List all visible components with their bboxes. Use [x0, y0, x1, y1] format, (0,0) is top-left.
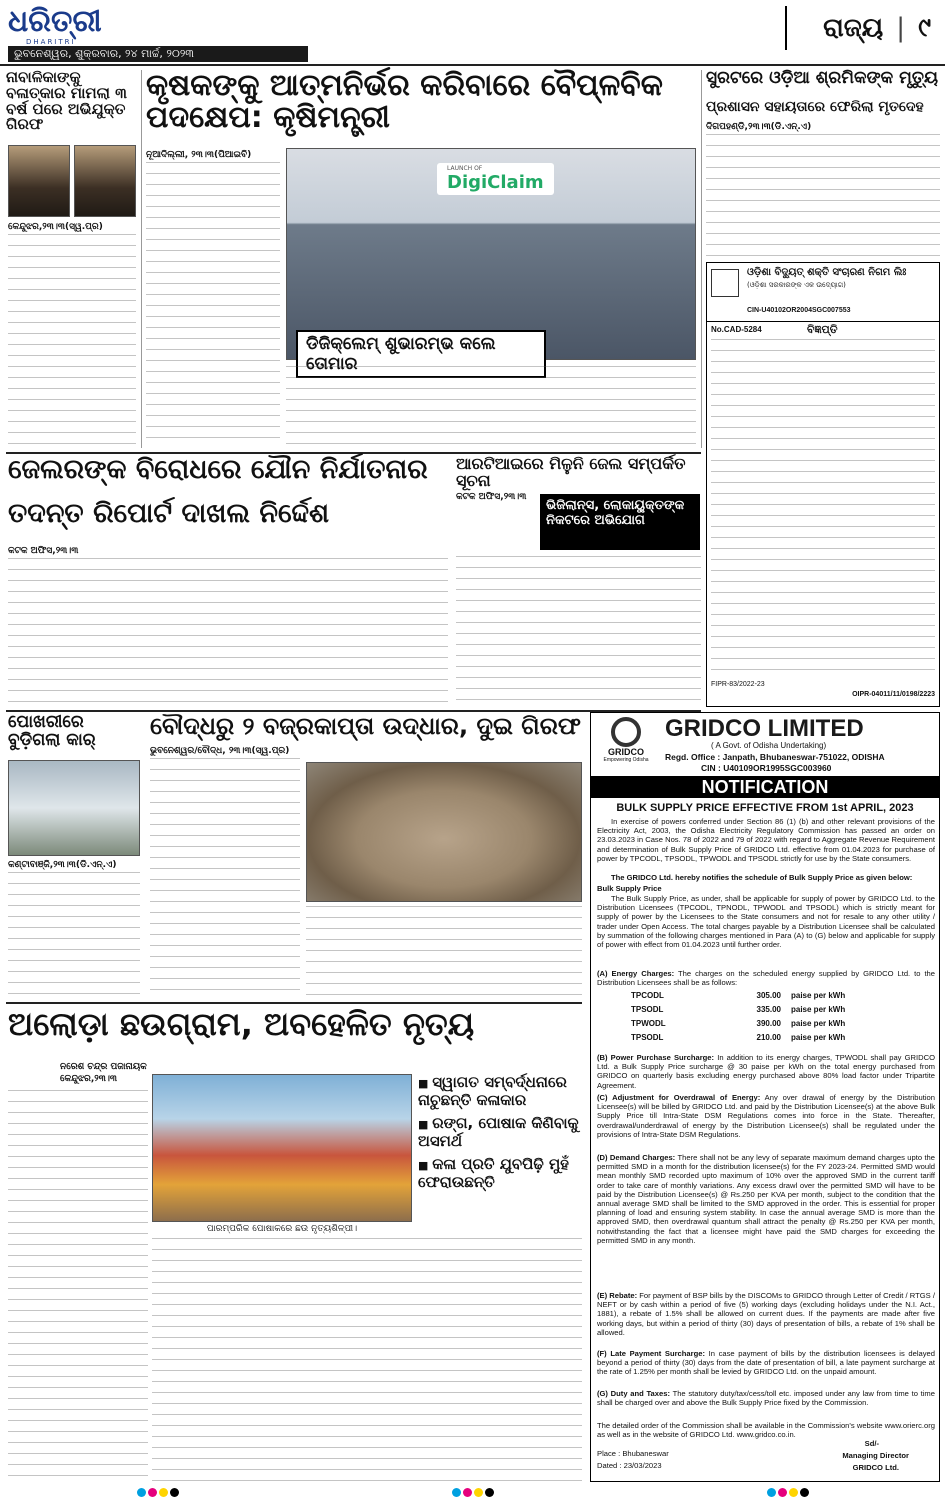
newspaper-logo [8, 4, 148, 44]
gridco-clause-d: (D) Demand Charges: There shall not be any levy of separate maximum demand charges upto the permitted SMD in a month for the distribution licensee(s) for the FY 2023-24. Permitted SMD would mean monthly SMD recorded upto maximum of 10% over the approved SMD in the current tariff order to take care of monthly variations. Any excess drawl over the permitted SMD will have to be paid by the Distribution Licensee(s) @ Rs.250 per KVA per month, subject to the condition that the annual average SMD shall be limited to the SMD approved in the order. This is essential for proper planning of load and ensuring system stability. In case the annual average SMD is more than the approved SMD, then overdrawal quantum shall attract the penalty @ Rs.250 per KVA per month, notwithstanding the fact that a licensee might have paid the SMD charges for exceeding the permitted SMD in any month. [597, 1153, 936, 1245]
gridco-energy-title: (A) Energy Charges: [597, 969, 675, 978]
pangolin-body-col1 [150, 758, 300, 998]
car-dateline: କଣ୍ଟାବାଞ୍ଜି,୨୩।୩(ଡି.ଏନ୍.ଏ) [8, 860, 117, 870]
story-left-top-dateline: କେନ୍ଦୁଝର,୨୩।୩(ସ୍ୱ.ପ୍ର) [8, 222, 103, 232]
dance-bullet-1: ■ ସ୍ୱାଗତ ସମ୍ବର୍ଦ୍ଧନାରେ ନାଚୁଛନ୍ତି କଳାକାର [418, 1074, 582, 1109]
gridco-intro: In exercise of powers conferred under Section 86 (1) (b) and other relevant provisions of the Electricity Act, 2003, the Odisha Electricity Regulatory Commission has passed an order on 23.03.2023 in Case Nos. 78 of 2022 and 79 of 2022 with regard to Aggregate Revenue Requirement and determination of Bulk Supply Price of GRIDCO Ltd. effective from 01.04.2023 for purchase of power by TPCODL, TPSODL, TPWODL and TPSODL strictly for use by the State consumers. [597, 817, 935, 863]
masthead-rule [0, 64, 945, 66]
gridco-clause-g: (G) Duty and Taxes: The statutory duty/tax/cess/toll etc. imposed under any law from time to time shall be charged over and above the Bulk Supply Price fixed by the Commission. [597, 1389, 935, 1408]
rti-headline: ଆରଟିଆଇରେ ମିଳୁନି ଜେଲ ସମ୍ପର୍କିତ ସୂଚନା [456, 454, 686, 490]
gridco-office: Regd. Office : Janpath, Bhubaneswar-751022, ODISHA [665, 752, 885, 762]
gridco-signatory: Managing Director [842, 1451, 909, 1460]
logo-text: ଧରିତ୍ରୀ [8, 4, 102, 39]
section-name: ରାଜ୍ୟ [823, 13, 884, 43]
tariff-row: TPCODL 305.00 paise per kWh [631, 991, 846, 1000]
jailer-body [8, 558, 448, 704]
right-top-headline: ସୁରଟରେ ଓଡ଼ିଆ ଶ୍ରମିକଙ୍କ ମୃତ୍ୟୁ [706, 68, 938, 88]
lead-photo-caption: ଡିଜିକ୍ଲେମ୍ ଶୁଭାରମ୍ଭ କଲେ ତୋମାର [296, 330, 546, 378]
dance-reporter: ନରେଶ ଚନ୍ଦ୍ର ପଜାନାୟକ [60, 1062, 147, 1072]
gridco-notice [590, 712, 940, 1482]
gridco-heading: BULK SUPPLY PRICE EFFECTIVE FROM 1st APRIL, 2023 [616, 802, 914, 814]
tender-oipr: OIPR-04011/11/0198/2223 [852, 691, 935, 698]
rti-body [456, 556, 701, 704]
registration-strip [0, 1484, 945, 1498]
right-top-body [706, 134, 940, 258]
dance-body-col2 [152, 1238, 582, 1482]
accused-photo-2 [74, 145, 136, 217]
tariff-row: TPSODL 210.00 paise per kWh [631, 1033, 846, 1042]
tender-fipr: FIPR-83/2022-23 [711, 681, 765, 688]
gridco-logo-tagline: Empowering Odisha [603, 757, 649, 763]
lead-photo [286, 148, 696, 360]
right-top-subhead: ପ୍ରଶାସନ ସହାୟତାରେ ଫେରିଲା ମୃତଦେହ [706, 99, 924, 115]
rti-box-line1: ଭିଜିଲାନ୍ସ, ଲୋକାୟୁକ୍ତଙ୍କ [546, 498, 685, 513]
photo-banner-text: DigiClaim [447, 172, 544, 193]
gridco-footer-note: The detailed order of the Commission shall be available in the Commission's website www.orierc.org as well as in the website of GRIDCO Ltd. www.gridco.co.in. [597, 1421, 935, 1440]
page-number: ୯ [918, 13, 931, 43]
section-tag: ରାଜ୍ୟ | ୯ [785, 6, 935, 50]
gridco-dated: Dated : 23/03/2023 [597, 1461, 662, 1470]
gridco-clause-c: (C) Adjustment for Overdrawal of Energy: Any over drawal of energy by the Distribution Licensee(s) will be billed by GRIDCO Ltd. and paid by the Distribution Licensee(s) at the above Bulk Supply Price till Intra-State DSM Regulations comes into force in the State. Thereafter, overdrawal/underdrawal of energy by the Distribution Licensee(s) shall be regulated under the provisions of Intra-State DSM Regulations. [597, 1093, 935, 1139]
gridco-sd: Sd/- [864, 1439, 879, 1448]
pangolin-dateline: ଭୁବନେଶ୍ୱର/ବୌଦ୍ଧ, ୨୩।୩(ସ୍ୱ.ପ୍ର) [150, 746, 290, 756]
photo-banner-kicker: LAUNCH OF [447, 165, 483, 172]
pangolin-photo [306, 762, 582, 902]
registration-marks-left [136, 1482, 180, 1498]
story-left-top [6, 70, 138, 133]
tender-org: ଓଡ଼ିଶା ବିଦ୍ୟୁତ୍ ଶକ୍ତି ସଂଚାରଣ ନିଗମ ଲିଃ [747, 267, 907, 278]
dance-body-col1 [8, 1090, 148, 1482]
jailer-dateline: କଟକ ଅଫିସ,୨୩।୩ [8, 546, 79, 556]
tender-cin: CIN-U40102OR2004SGC007553 [747, 307, 851, 314]
gridco-place: Place : Bhubaneswar [597, 1449, 669, 1458]
gridco-clause-f: (F) Late Payment Surcharge: In case payment of bills by the distribution licensees is delayed beyond a period of thirty (30) days from the date of presentation of bill, a late payment surcharge at the rate of 1.25% per month shall be levied by GRIDCO Ltd. on the unpaid amount. [597, 1349, 935, 1377]
jailer-headline-2: ତଦନ୍ତ ରିପୋର୍ଟ ଦାଖଲ ନିର୍ଦ୍ଦେଶ [8, 498, 330, 529]
column-rule [701, 70, 702, 448]
logo-subtitle: DHARITRI [26, 38, 76, 46]
column-rule [141, 70, 142, 448]
gridco-clause-e: (E) Rebate: For payment of BSP bills by the DISCOMs to GRIDCO through Letter of Credit / RTGS / NEFT or by cash within a period of five (5) working days (excluding holidays under the N.I. Act., 1881), a rebate of 1.5% shall be allowed on current dues. If the payments are made after five working days, but within a period of thirty (30) days of presentation of bills, a rebate of 1% shall be allowed. [597, 1291, 935, 1337]
tariff-row: TPWODL 390.00 paise per kWh [631, 1019, 846, 1028]
gridco-cin: CIN : U40109OR1995SGC003960 [701, 763, 832, 773]
lead-body-col1 [146, 162, 280, 448]
gridco-logo [597, 717, 655, 769]
gridco-notify-line: The GRIDCO Ltd. hereby notifies the schedule of Bulk Supply Price as given below: [611, 873, 913, 882]
gridco-tariff-table [631, 991, 891, 1047]
right-top-dateline: ଦିଗପହଣ୍ଡି,୨୩।୩(ଡି.ଏନ୍.ଏ) [706, 122, 812, 132]
dance-photo-caption: ପାରମ୍ପରିକ ପୋଷାକରେ ଛଉ ନୃତ୍ୟଶିଳ୍ପୀ। [206, 1224, 358, 1234]
dance-bullet-2: ■ ରଙ୍ଗ, ପୋଷାକ କିଣିବାକୁ ଅସମର୍ଥ [418, 1115, 582, 1150]
story-left-top-headline: ନାବାଳିକାଙ୍କୁ ବଳାତ୍କାର ମାମଲା ୩ ବର୍ଷ ପରେ ଅଭିଯୁକ୍ତ ଗିରଫ [6, 68, 127, 134]
dance-dateline: କେନ୍ଦୁଝର,୨୩।୩ [60, 1074, 117, 1084]
car-photo [8, 760, 140, 856]
car-body [8, 872, 140, 996]
rti-dateline: କଟକ ଅଫିସ,୨୩।୩ [456, 492, 527, 502]
dance-bullets [418, 1074, 582, 1191]
tender-title: ବିଜ୍ଞପ୍ତି [807, 323, 838, 336]
section-rule [6, 1002, 582, 1004]
rti-box-line2: ନିକଟରେ ଅଭିଯୋଗ [546, 513, 645, 528]
lead-dateline: ନୂଆଦିଲ୍ଲୀ, ୨୩।୩(ପିଆଇବି) [146, 150, 252, 160]
gridco-energy-text: The charges on the scheduled energy supplied by GRIDCO Ltd. to the Distribution Licensees shall be as follows: [597, 969, 936, 988]
pangolin-body-col2 [306, 906, 582, 998]
registration-marks-right [766, 1482, 810, 1498]
dance-headline: ଅଲୋଡ଼ା ଛଉଗ୍ରାମ, ଅବହେଳିତ ନୃତ୍ୟ [8, 1005, 475, 1043]
registration-marks-mid [451, 1482, 495, 1498]
dateline: ଭୁବନେଶ୍ୱର, ଶୁକ୍ରବାର, ୨୪ ମାର୍ଚ୍ଚ, ୨୦୨୩ [8, 46, 308, 62]
tender-ref: No.CAD-5284 [711, 325, 762, 334]
lead-body-col2 [286, 366, 696, 448]
tender-body [711, 339, 935, 679]
rti-highlight-box [540, 494, 700, 550]
tender-notice [706, 262, 940, 707]
gridco-signatory-org: GRIDCO Ltd. [852, 1463, 899, 1472]
dance-bullet-3: ■ କଳା ପ୍ରତି ଯୁବପିଢ଼ି ମୁହଁ ଫେରାଉଛନ୍ତି [418, 1156, 582, 1191]
dance-photo [152, 1074, 412, 1222]
pangolin-headline: ବୌଦ୍ଧରୁ ୨ ବଜ୍ରକାପ୍ତା ଉଦ୍ଧାର, ଦୁଇ ଗିରଫ [150, 712, 581, 740]
gridco-bsp-title: Bulk Supply Price [597, 884, 662, 893]
gridco-sub: ( A Govt. of Odisha Undertaking) [711, 741, 827, 750]
gridco-logo-label: GRIDCO [608, 747, 644, 757]
gridco-clause-b: (B) Power Purchase Surcharge: In addition to its energy charges, TPWODL shall pay GRIDCO Ltd. a Bulk Supply Price surcharge @ 30 paise per kWh on the total energy purchased from GRIDCO on quarterly basis excluding energy purchased above 80% load factor under Tripartite Agreement. [597, 1053, 935, 1090]
jailer-headline-1: ଜେଲରଙ୍କ ବିରୋଧରେ ଯୌନ ନିର୍ଯାତନାର [8, 454, 428, 485]
gridco-energy [597, 969, 935, 987]
tender-org-sub: (ଓଡ଼ିଶା ସରକାରଙ୍କ ଏକ ଉଦ୍ୟୋଗ) [747, 281, 846, 289]
gridco-bsp-text: The Bulk Supply Price, as under, shall be applicable for supply of power by GRIDCO Ltd. to the Distribution Licensees (TPCODL, TPNODL, TPWODL and TPSODL) which is strictly meant for supply of power by the Licensees to the State consumers and not for resale to any other utility / trader under Open Access. The total charges payable by a Distribution Licensee shall be calculated by summation of the following charges mentioned in Para (A) to (G) below and applicable for supply of power with effect from 01.04.2023 until further order. [597, 894, 935, 950]
tariff-row: TPSODL 335.00 paise per kWh [631, 1005, 846, 1014]
car-headline: ପୋଖରୀରେ ବୁଡ଼ିଗଲା କାର୍ [8, 712, 96, 750]
lead-headline: କୃଷକଙ୍କୁ ଆତ୍ମନିର୍ଭର କରିବାରେ ବୈପ୍ଳବିକ ପଦକ୍ଷେପ: କୃଷିମନ୍ତ୍ରୀ [146, 68, 663, 135]
story-left-top-body [8, 234, 136, 444]
optcl-logo [711, 269, 739, 297]
gridco-name: GRIDCO LIMITED [665, 715, 864, 742]
gridco-notification-bar: NOTIFICATION [591, 776, 939, 798]
accused-photo-1 [8, 145, 70, 217]
